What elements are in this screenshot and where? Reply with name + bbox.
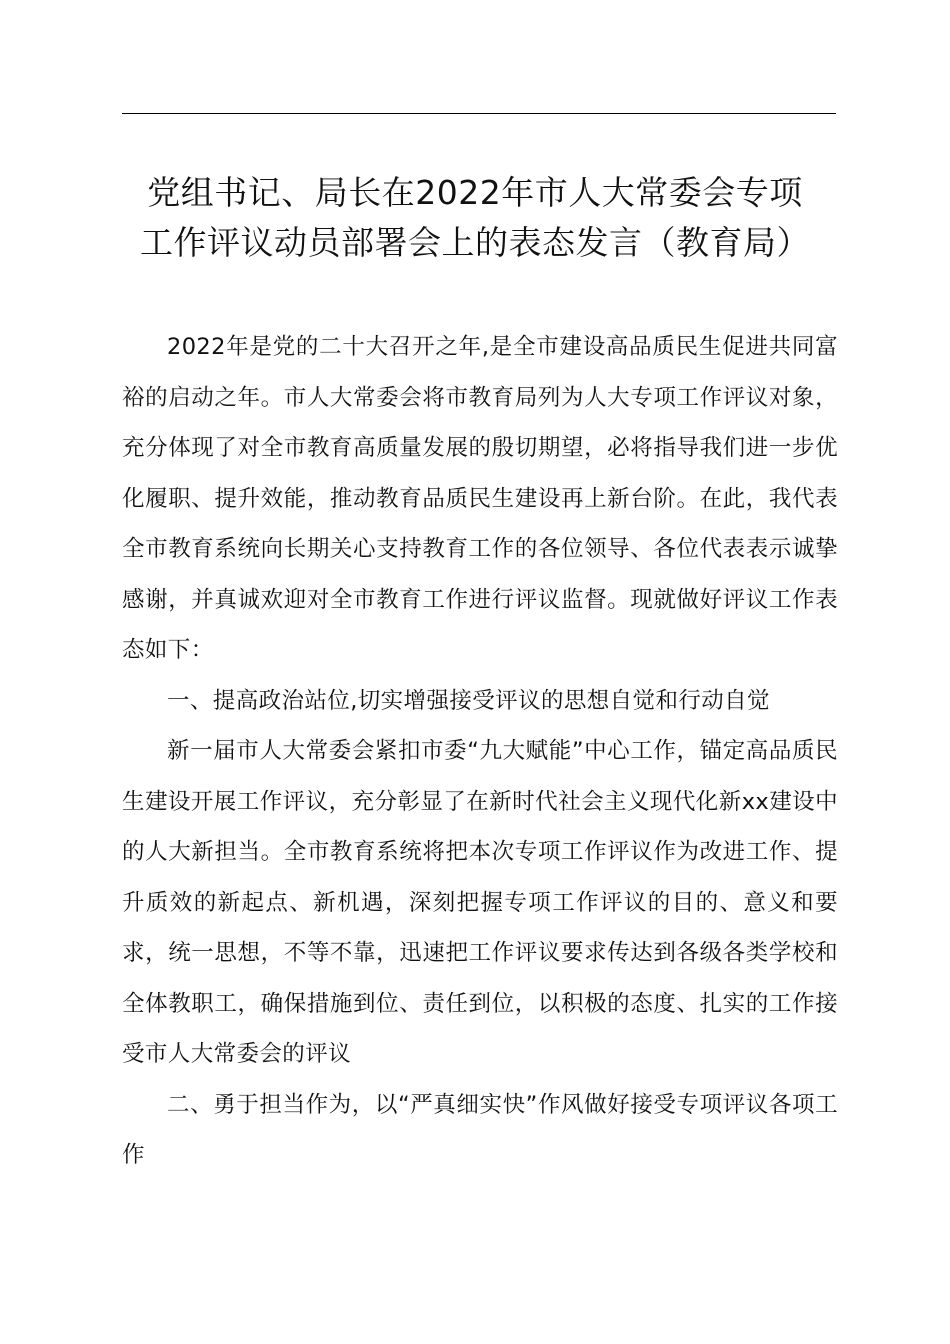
intro-paragraph: 2022年是党的二十大召开之年,是全市建设高品质民生促进共同富裕的启动之年。市人大常委会将市教育局列为人大专项工作评议对象，充分体现了对全市教育高质量发展的殷切期望，必将指导我们进一步优化履职、提升效能，推动教育品质民生建设再上新台阶。在此，我代表全市教育系统向长期关心支持教育工作的各位领导、各位代表表示诚挚感谢，并真诚欢迎对全市教育工作进行评议监督。现就做好评议工作表态如下： <box>122 334 838 663</box>
section-heading-1: 一、提高政治站位,切实增强接受评议的思想自觉和行动自觉 <box>167 687 770 714</box>
title-line-2: 工作评议动员部署会上的表态发言（教育局） <box>140 223 810 262</box>
document-body <box>122 322 838 1181</box>
section-1-paragraph: 新一届市人大常委会紧扣市委“九大赋能”中心工作，锚定高品质民生建设开展工作评议，充分彰显了在新时代社会主义现代化新xx建设中的人大新担当。全市教育系统将把本次专项工作评议作为改进工作、提升质效的新起点、新机遇，深刻把握专项工作评议的目的、意义和要求，统一思想，不等不靠，迅速把工作评议要求传达到各级各类学校和全体教职工，确保措施到位、责任到位，以积极的态度、扎实的工作接受市人大常委会的评议 <box>122 738 838 1067</box>
header-rule <box>122 113 836 114</box>
title-line-1: 党组书记、局长在2022年市人大常委会专项 <box>147 173 803 212</box>
document-title <box>100 168 850 268</box>
section-heading-2: 二、勇于担当作为，以“严真细实快”作风做好接受专项评议各项工作 <box>122 1091 838 1168</box>
